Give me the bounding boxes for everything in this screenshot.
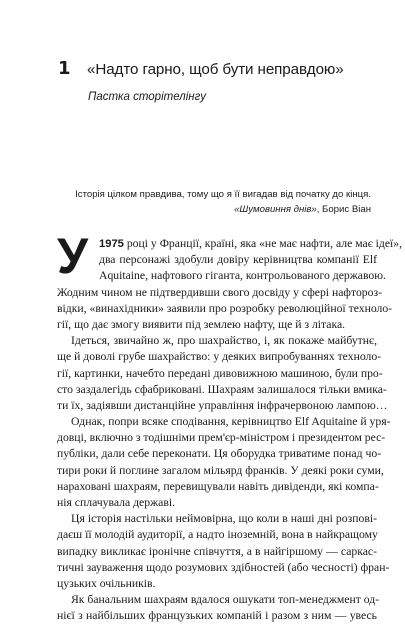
body-line: Ідеться, звичайно ж, про шахрайство, і, як покаже майбутнє,	[71, 334, 377, 348]
body-line: гії, картинки, начебто передані дивовижною машиною, були про-	[57, 366, 383, 380]
body-line: публіки, дали себе переконати. Ця оборудка триватиме понад чо-	[57, 447, 382, 461]
body-line: Однак, попри всяке сподівання, керівництво Elf Aquitaine й уря-	[71, 415, 391, 429]
body-line: сто заздалегідь сфабриковані. Шахраям залишалося тільки вмика-	[57, 382, 387, 396]
body-line: відки, «винахідники» заявили про розробку революційної техноло-	[57, 301, 393, 315]
body-line	[57, 236, 403, 252]
body-line: Aquitaine, нафтового гіганта, контрольованого державою.	[99, 269, 386, 283]
chapter-number: 1	[58, 58, 71, 79]
body-line: нієї з найбільших французьких компаній і разом з ним — увесь	[57, 609, 377, 623]
body-line: цузьких очільників.	[57, 576, 156, 590]
body-line: довці, включно з тодішніми прем'єр-міністром і президентом рес-	[57, 431, 386, 445]
epigraph-quote: Історія цілком правдива, тому що я її вигадав від початку до кінця.	[75, 189, 371, 200]
body-line: гії, що дає змогу виявити під землею нафту, ще й з літака.	[57, 317, 346, 331]
body-line: тичні зауваження щодо розумових здібностей (або чесності) фран-	[57, 560, 390, 574]
body-line: Ця історія настільки неймовірна, що коли в наші дні розпові-	[71, 512, 377, 526]
body-line: два персонажі здобули довіру керівництва компанії Elf	[99, 253, 377, 267]
body-line: випадку викликає іронічне співчуття, а в найгіршому — саркас-	[57, 544, 377, 558]
body-line: Жодним чином не підтвердивши свого досвіду у сфері нафтороз-	[57, 285, 382, 299]
epigraph-source-title: «Шумовиння днів»	[234, 204, 317, 215]
year: 1975	[99, 238, 124, 250]
body-line: Як банальним шахраям вдалося ошукати топ-менеджмент од-	[71, 593, 380, 607]
epigraph-source-author: Борис Віан	[322, 204, 371, 215]
body-line: нія сплачувала державі.	[57, 496, 176, 509]
body-line: нараховані шахраям, перевищували навіть дивіденди, які компа-	[57, 479, 379, 493]
epigraph	[31, 187, 371, 217]
body-line: даєш її молодій аудиторії, а надто іноземній, вона в найкращому	[57, 528, 378, 542]
chapter-subtitle: Пастка сторітелінгу	[88, 91, 207, 103]
body-line-text: році у Франції, країні, яка «не має нафти, але має ідеї»,	[123, 237, 403, 250]
body-line: ще й доволі грубе шахрайство: у деяких випробуваннях техноло-	[57, 350, 382, 364]
epigraph-source	[31, 202, 371, 217]
drop-cap: У	[57, 228, 89, 284]
body-text	[57, 228, 403, 625]
epigraph-source-separator: ,	[316, 204, 323, 215]
chapter-title: «Надто гарно, щоб бути неправдою»	[87, 61, 344, 78]
body-line: ти їх, задіявши дистанційне управління інфрачервоною лампою…	[57, 398, 388, 412]
body-line: тири роки й поглине загалом мільярд франків. У деякі роки суми,	[57, 463, 384, 477]
